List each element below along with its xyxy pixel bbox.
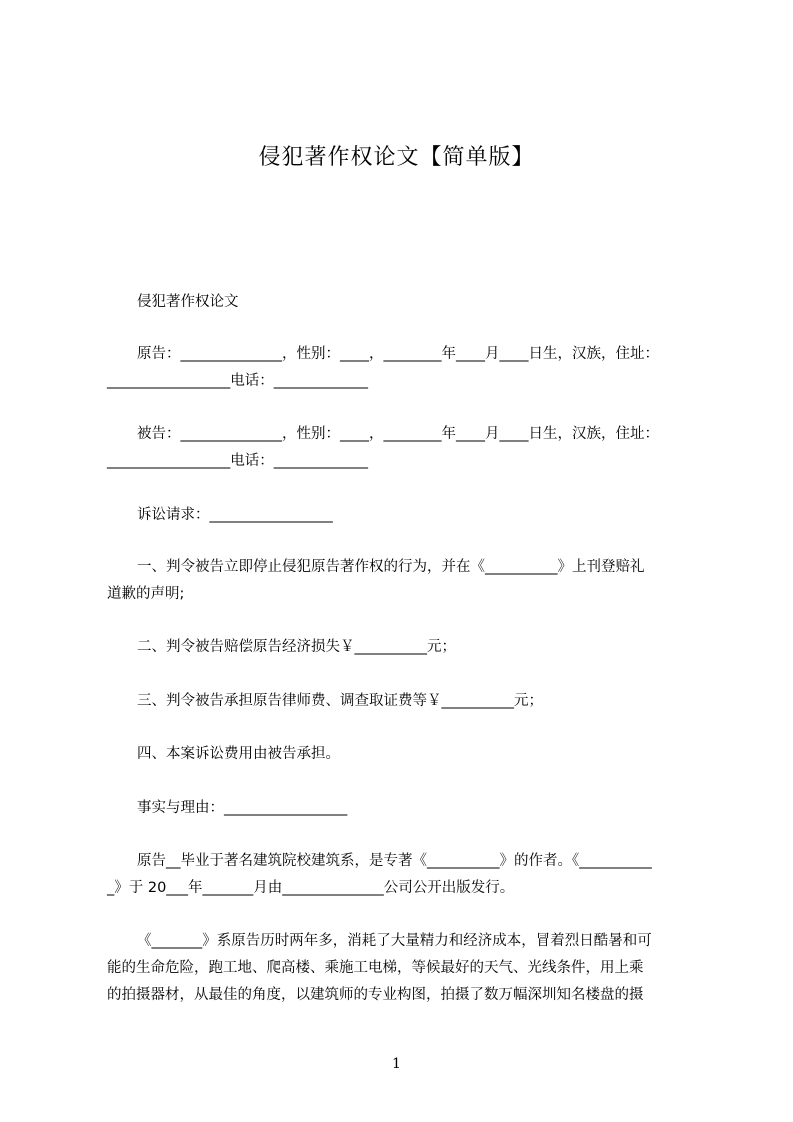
claim-2: 二、判令被告赔偿原告经济损失￥__________元； (137, 639, 456, 655)
defendant-line-2: _________________电话：_____________ (107, 453, 368, 469)
claim-1-line-1: 一、判令被告立即停止侵犯原告著作权的行为，并在《__________》上刊登赔礼 (137, 559, 645, 575)
page-number: 1 (392, 1056, 401, 1072)
fact-1-line-2: _》于 20___年_______月由______________公司公开出版发行。 (107, 880, 515, 896)
claims-label: 诉讼请求：_________________ (137, 507, 333, 523)
plaintiff-line-2: _________________电话：_____________ (107, 373, 368, 389)
fact-2-line-3: 的拍摄器材，从最佳的角度，以建筑师的专业构图，拍摄了数万幅深圳知名楼盘的摄 (107, 987, 644, 1003)
claim-3: 三、判令被告承担原告律师费、调查取证费等￥__________元； (137, 693, 543, 709)
claim-4: 四、本案诉讼费用由被告承担。 (137, 746, 340, 762)
fact-1-line-1: 原告__毕业于著名建筑院校建筑系，是专著《__________》的作者。《__________ (137, 853, 652, 869)
defendant-line-1: 被告：______________，性别：____，________年____月____日生，汉族，住址： (137, 426, 659, 442)
facts-label: 事实与理由：_________________ (137, 800, 348, 816)
fact-2-line-1: 《_______》系原告历时两年多，消耗了大量精力和经济成本，冒着烈日酷暑和可 (137, 933, 652, 949)
plaintiff-line-1: 原告：______________，性别：____，________年____月____日生，汉族，住址： (137, 346, 659, 362)
document-title: 侵犯著作权论文【简单版】 (258, 145, 535, 170)
section-heading: 侵犯著作权论文 (137, 294, 239, 310)
fact-2-line-2: 能的生命危险，跑工地、爬高楼、乘施工电梯，等候最好的天气、光线条件，用上乘 (107, 960, 644, 976)
claim-1-line-2: 道歉的声明; (107, 586, 185, 602)
